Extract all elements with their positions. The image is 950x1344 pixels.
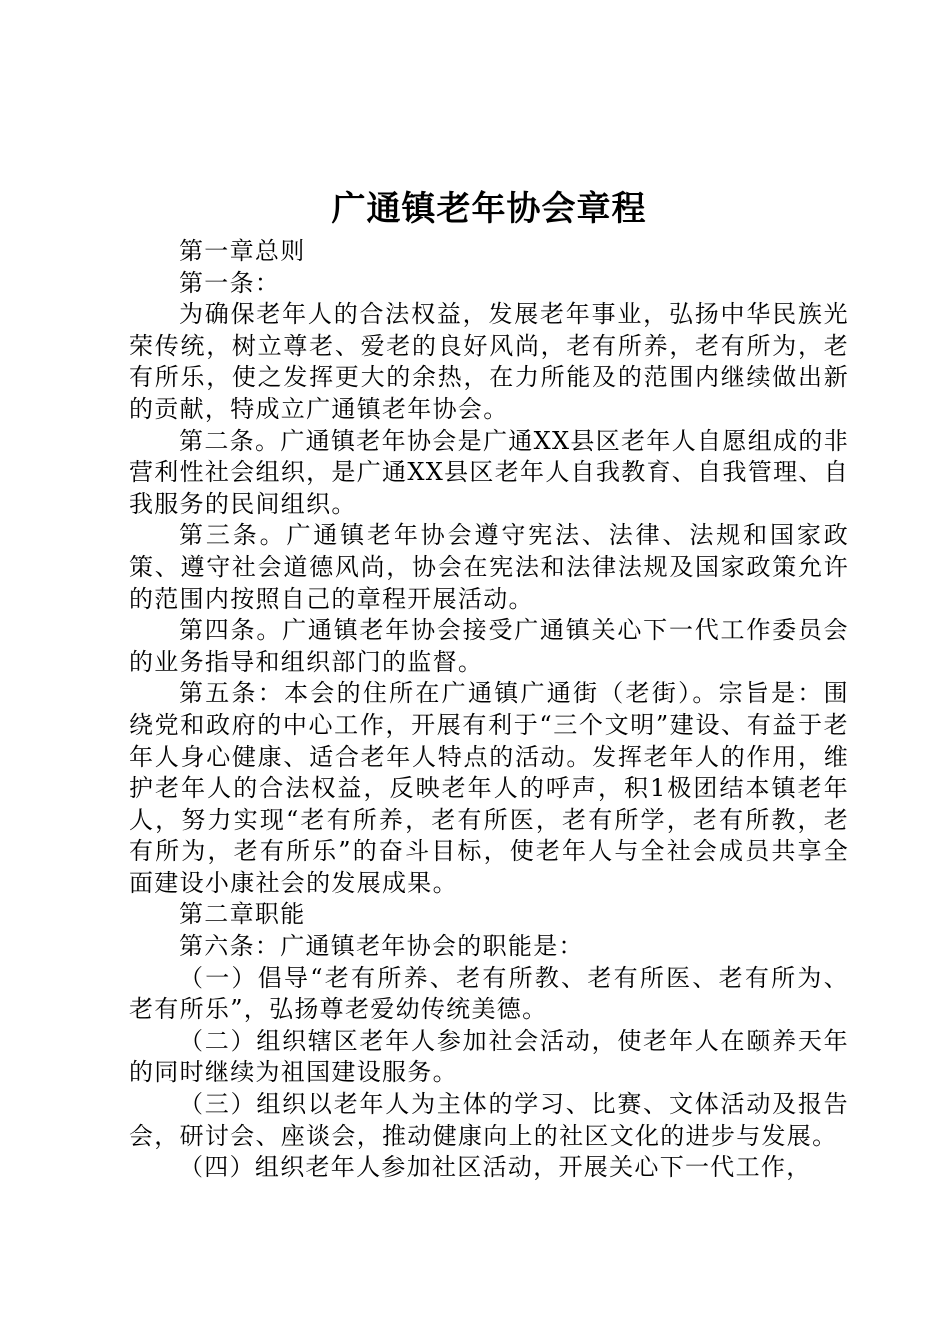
chapter-heading: 第一章总则 [179, 237, 306, 265]
article-paragraph: 第三条。广通镇老年协会遵守宪法、法律、法规和国家政策、遵守社会道德风尚，协会在宪法和法律法规及国家政策允许的范围内按照自己的章程开展活动。 [129, 521, 849, 613]
article-heading: 第一条： [179, 268, 281, 297]
article-paragraph: 第二条。广通镇老年协会是广通XX县区老年人自愿组成的非营利性社会组织，是广通XX县区老年人自我教育、自我管理、自我服务的民间组织。 [129, 426, 849, 518]
list-item-paragraph: （四）组织老年人参加社区活动，开展关心下一代工作， [179, 1153, 812, 1182]
list-item-paragraph: （三）组织以老年人为主体的学习、比赛、文体活动及报告会，研讨会、座谈会，推动健康向上的社区文化的进步与发展。 [129, 1090, 849, 1150]
article-paragraph: 第四条。广通镇老年协会接受广通镇关心下一代工作委员会的业务指导和组织部门的监督。 [129, 616, 849, 676]
article-paragraph: 第五条：本会的住所在广通镇广通街（老街）。宗旨是：围绕党和政府的中心工作，开展有利于“三个文明”建设、有益于老年人身心健康、适合老年人特点的活动。发挥老年人的作用，维护老年人的合法权益，反映老年人的呼声，积1极团结本镇老年人，努力实现“老有所养，老有所医，老有所学，老有所教，老有所为，老有所乐”的奋斗目标，使老年人与全社会成员共享全面建设小康社会的发展成果。 [129, 679, 849, 897]
document-page [129, 186, 849, 1184]
article-paragraph: 第六条：广通镇老年协会的职能是： [179, 932, 584, 961]
list-item-paragraph: （二）组织辖区老年人参加社会活动，使老年人在颐养天年的同时继续为祖国建设服务。 [129, 1026, 849, 1087]
chapter-heading: 第二章职能 [179, 900, 306, 929]
document-title: 广通镇老年协会章程 [331, 189, 647, 229]
list-item-paragraph: （一）倡导“老有所养、老有所教、老有所医、老有所为、老有所乐”，弘扬尊老爱幼传统美德。 [129, 963, 849, 1024]
article-paragraph: 为确保老年人的合法权益，发展老年事业，弘扬中华民族光荣传统，树立尊老、爱老的良好风尚，老有所养，老有所为，老有所乐，使之发挥更大的余热，在力所能及的范围内继续做出新的贡献，特成立广通镇老年协会。 [129, 300, 849, 423]
